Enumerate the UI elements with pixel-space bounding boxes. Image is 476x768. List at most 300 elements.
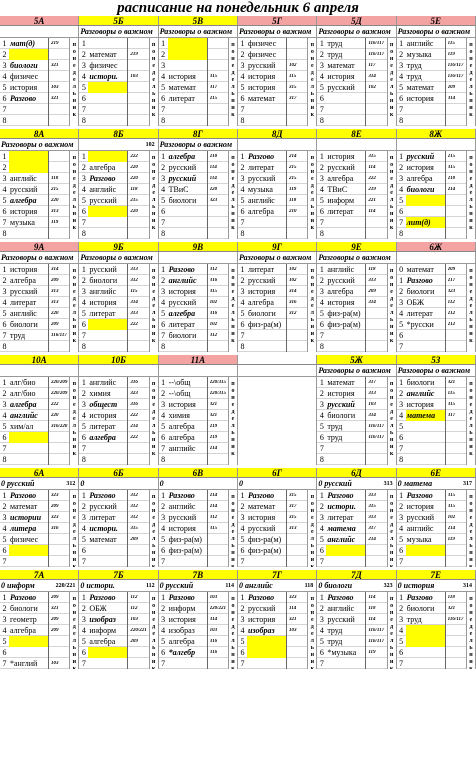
lesson-row	[238, 184, 316, 195]
lesson-row	[79, 421, 157, 432]
room-number: 212	[447, 321, 456, 327]
subject	[168, 217, 208, 228]
lesson-row	[0, 60, 78, 71]
subject: история	[9, 82, 49, 93]
class-name: 7В	[159, 570, 238, 579]
class-name: 8Е	[317, 129, 396, 138]
lesson-row	[397, 286, 475, 297]
lesson-row	[159, 454, 237, 465]
lesson-number: 2	[2, 501, 7, 511]
room-number: 214	[130, 423, 138, 429]
lesson-row	[0, 658, 78, 669]
subject: Разгово	[168, 592, 208, 603]
subject: русский	[9, 184, 49, 195]
lesson-number: 3	[2, 173, 7, 183]
subject: Разгово	[88, 592, 128, 603]
lesson-number: 5	[161, 82, 166, 92]
subject: химия	[168, 410, 208, 421]
subject: алгебра	[326, 286, 366, 297]
weekday-vertical-label: п о н е д е л ь н и к	[228, 490, 237, 567]
lesson-zero: Разговоры о важном	[238, 252, 317, 263]
subject	[168, 454, 208, 465]
room-number: 116/117	[447, 616, 464, 622]
lesson-row	[317, 264, 395, 275]
lesson-row	[159, 377, 237, 388]
lesson-number: 1	[319, 264, 324, 274]
class-schedule	[0, 151, 79, 239]
lesson-number: 5	[161, 636, 166, 646]
lesson-row	[0, 275, 78, 286]
lesson-number: 3	[399, 297, 404, 307]
subject: труд	[9, 330, 49, 341]
room-number: 117	[368, 62, 376, 68]
lesson-number: 3	[81, 286, 86, 296]
class-name: 8Б	[79, 129, 158, 138]
subject: физичес	[247, 49, 287, 60]
lesson-zero: 0 история 314	[397, 580, 476, 591]
weekday-vertical-label: п о н е д е л ь н и к	[307, 490, 316, 567]
lesson-number: 5	[240, 636, 245, 646]
lesson-row	[79, 377, 157, 388]
subject: литерат	[88, 512, 128, 523]
lesson-number: 3	[399, 60, 404, 70]
subject	[88, 647, 128, 658]
lesson-number: 5	[2, 534, 7, 544]
lesson-row	[159, 330, 237, 341]
lesson-number: 7	[2, 330, 7, 340]
subject	[88, 228, 128, 239]
subject	[406, 195, 446, 206]
lesson-row	[397, 184, 475, 195]
lesson-number: 1	[161, 151, 166, 161]
room-number: 219	[368, 186, 376, 192]
room-number: 210	[209, 153, 218, 159]
lesson-number: 3	[161, 173, 166, 183]
lesson-number: 4	[240, 184, 245, 194]
lesson-row	[317, 647, 395, 658]
weekday-vertical-label: п о н е д е л ь н и к	[69, 151, 78, 239]
lesson-row	[79, 556, 157, 567]
lesson-number: 1	[161, 264, 166, 274]
subject	[9, 636, 49, 647]
lesson-number: 3	[161, 286, 166, 296]
lesson-row	[0, 49, 78, 60]
room-number: 102	[209, 321, 218, 327]
lesson-row	[317, 512, 395, 523]
class-schedule	[159, 377, 238, 465]
lesson-row	[159, 82, 237, 93]
lesson-row	[238, 228, 316, 239]
lesson-number: 5	[399, 534, 404, 544]
lesson-number: 4	[81, 297, 86, 307]
lesson-number: 3	[399, 512, 404, 522]
room-number: 312	[209, 332, 218, 338]
subject: история	[88, 297, 128, 308]
lesson-row	[0, 377, 78, 388]
lesson-number: 5	[399, 82, 404, 92]
room-number: 316	[209, 277, 218, 283]
subject	[9, 341, 49, 352]
lesson-number: 3	[81, 512, 86, 522]
room-number: 119	[368, 649, 376, 655]
subject: *алгебр	[168, 647, 208, 658]
subject: физ-ра(м)	[168, 545, 208, 556]
lesson-number: 6	[2, 93, 7, 103]
room-number: 313	[368, 277, 376, 283]
subject: алгебра	[88, 432, 128, 443]
weekday-vertical-label: п о н е д е л ь н и к	[228, 38, 237, 126]
class-name: 6Е	[397, 468, 476, 477]
lesson-number: 5	[319, 534, 324, 544]
lesson-number: 1	[161, 592, 166, 602]
lesson-number: 4	[240, 71, 245, 81]
weekday-vertical-label: п о н е д е л ь н и к	[387, 592, 396, 669]
subject: алгебра	[88, 162, 128, 173]
lesson-zero: Разговоры о важном	[317, 26, 396, 37]
room-number: 116/117	[51, 332, 67, 338]
subject: Разгово	[168, 490, 208, 501]
lesson-number: 6	[81, 319, 86, 329]
lesson-zero	[397, 139, 476, 150]
lesson-row	[159, 388, 237, 399]
lesson-number: 8	[240, 228, 245, 238]
lesson-row	[238, 71, 316, 82]
lesson-number: 3	[240, 614, 245, 624]
lesson-number: 2	[319, 275, 324, 285]
lesson-number: 8	[2, 115, 7, 125]
subject	[247, 228, 287, 239]
lesson-number: 7	[240, 104, 245, 114]
class-name: 6Д	[317, 468, 396, 477]
subject: английс	[406, 388, 446, 399]
lesson-row	[0, 501, 78, 512]
lesson-number: 3	[161, 614, 166, 624]
subject: труд	[406, 614, 446, 625]
subject: биологи	[406, 377, 446, 388]
lesson-number: 3	[399, 614, 404, 624]
lesson-row	[159, 603, 237, 614]
lesson-number: 3	[2, 60, 7, 70]
subject: *русски	[406, 319, 446, 330]
subject	[9, 228, 49, 239]
room-number: 220	[130, 164, 138, 170]
lesson-number: 4	[2, 625, 7, 635]
subject: труд	[326, 432, 366, 443]
class-header-row	[0, 129, 476, 139]
subject: история	[168, 71, 208, 82]
lesson-zero: Разговоры о важном	[317, 252, 396, 263]
room-number: 222	[130, 434, 138, 440]
subject: английс	[168, 501, 208, 512]
lesson-zero-row	[0, 139, 476, 151]
room-number: 312	[130, 277, 138, 283]
subject	[406, 625, 446, 636]
lesson-row	[238, 330, 316, 341]
lesson-row	[397, 319, 475, 330]
lesson-row	[159, 534, 237, 545]
lesson-row	[79, 275, 157, 286]
subject: русский	[168, 512, 208, 523]
room-number: 116/117	[447, 62, 464, 68]
subject	[88, 319, 128, 330]
class-schedule	[238, 264, 317, 352]
lesson-number: 6	[399, 647, 404, 657]
lesson-row	[317, 614, 395, 625]
room-number: 314	[447, 95, 456, 101]
lesson-number: 6	[240, 319, 245, 329]
subject: литерат	[326, 206, 366, 217]
lesson-row	[0, 308, 78, 319]
lesson-row	[397, 264, 475, 275]
lesson-row	[317, 636, 395, 647]
subject: информ	[168, 603, 208, 614]
lesson-number: 2	[81, 388, 86, 398]
lesson-row	[79, 625, 157, 636]
subject	[326, 228, 366, 239]
class-name: 5А	[0, 16, 79, 25]
lesson-number: 7	[81, 217, 86, 227]
lesson-row	[317, 556, 395, 567]
lesson-number: 6	[81, 647, 86, 657]
lesson-row	[397, 443, 475, 454]
class-schedule	[317, 377, 396, 465]
lesson-number: 5	[81, 195, 86, 205]
subject: история	[247, 82, 287, 93]
class-schedule	[159, 151, 238, 239]
subject	[88, 82, 128, 93]
lesson-row	[159, 625, 237, 636]
lesson-number: 3	[319, 60, 324, 70]
class-band	[0, 242, 476, 352]
lesson-row	[0, 330, 78, 341]
lesson-number: 8	[161, 115, 166, 125]
lesson-number: 4	[2, 184, 7, 194]
lesson-row	[317, 195, 395, 206]
lesson-row	[0, 625, 78, 636]
lesson-number: 4	[240, 523, 245, 533]
room-number: 315	[209, 525, 218, 531]
lesson-row	[238, 603, 316, 614]
room-number: 315	[368, 503, 376, 509]
lesson-row	[397, 60, 475, 71]
lesson-number: 7	[161, 556, 166, 566]
room-number: 214	[209, 492, 218, 498]
lesson-row	[317, 49, 395, 60]
subject: история	[247, 286, 287, 297]
lesson-number: 7	[319, 330, 324, 340]
room-number: 317	[447, 412, 456, 418]
lesson-number: 2	[2, 388, 7, 398]
class-name: 6Г	[238, 468, 317, 477]
room-number: 313	[288, 525, 297, 531]
lesson-zero: 0	[79, 478, 158, 489]
lesson-number: 5	[81, 636, 86, 646]
room-number: 215	[447, 153, 456, 159]
subject: математ	[247, 501, 287, 512]
lesson-row	[397, 38, 475, 49]
lesson-number: 1	[2, 490, 7, 500]
room-number: 220/209	[51, 379, 68, 385]
subject: история	[326, 297, 366, 308]
subject	[326, 93, 366, 104]
subject: труд	[326, 421, 366, 432]
lesson-number: 2	[399, 286, 404, 296]
lesson-row	[79, 523, 157, 534]
lesson-number: 5	[319, 308, 324, 318]
lesson-row	[79, 71, 157, 82]
subject: ТВиС	[326, 184, 366, 195]
subject	[326, 556, 366, 567]
class-name: 9Г	[238, 242, 317, 251]
lesson-row	[238, 38, 316, 49]
lesson-row	[317, 377, 395, 388]
weekday-vertical-label: п о н е д е л ь н и к	[228, 151, 237, 239]
lesson-number: 1	[2, 377, 7, 387]
lesson-number: 8	[240, 115, 245, 125]
room-number: 314	[368, 412, 376, 418]
lesson-number: 7	[2, 658, 7, 668]
room-number: 313	[368, 390, 376, 396]
room-number: 313	[130, 310, 138, 316]
lesson-number: 5	[240, 195, 245, 205]
lesson-row	[159, 115, 237, 126]
class-schedule	[0, 264, 79, 352]
lesson-row	[397, 603, 475, 614]
lesson-number: 7	[399, 443, 404, 453]
subject: музыка	[406, 49, 446, 60]
lesson-row	[317, 454, 395, 465]
lesson-number: 8	[81, 115, 86, 125]
room-number: 119	[51, 219, 59, 225]
subject: русский	[247, 523, 287, 534]
lesson-zero-row	[0, 26, 476, 38]
subject: алгебра	[406, 173, 446, 184]
lesson-zero: 102	[79, 139, 158, 150]
lesson-number: 4	[240, 297, 245, 307]
lesson-number: 6	[399, 93, 404, 103]
room-number: 323	[288, 594, 297, 600]
room-number: 103	[51, 84, 59, 90]
room-number: 315	[447, 401, 456, 407]
class-name: 5Д	[317, 16, 396, 25]
room-number: 220	[130, 175, 138, 181]
lesson-number: 2	[319, 162, 324, 172]
subject: история	[168, 523, 208, 534]
subject	[88, 104, 128, 115]
lesson-row	[238, 217, 316, 228]
lesson-row	[397, 297, 475, 308]
subject	[247, 115, 287, 126]
class-name: 8Г	[159, 129, 238, 138]
lesson-row	[397, 341, 475, 352]
lesson-zero: 0 русский 114	[159, 580, 238, 591]
room-number: 215	[130, 197, 138, 203]
subject: биологи	[406, 286, 446, 297]
class-name: 5Г	[238, 16, 317, 25]
weekday-vertical-label: п о н е д е л ь н и к	[69, 592, 78, 669]
lesson-row	[159, 614, 237, 625]
lesson-number: 6	[81, 432, 86, 442]
subject: история	[247, 71, 287, 82]
lesson-row	[0, 523, 78, 534]
room-number: 219	[209, 434, 218, 440]
room-number: 116/117	[368, 434, 385, 440]
subject	[406, 545, 446, 556]
subject	[168, 115, 208, 126]
class-name: 5Б	[79, 16, 158, 25]
room-number: 312	[130, 492, 138, 498]
subject: ОБЖ	[406, 297, 446, 308]
lesson-row	[317, 173, 395, 184]
lesson-row	[397, 71, 475, 82]
subject: история	[168, 286, 208, 297]
lesson-row	[238, 49, 316, 60]
lesson-row	[238, 523, 316, 534]
lesson-number: 7	[240, 556, 245, 566]
lesson-row	[79, 319, 157, 330]
lesson-row	[238, 501, 316, 512]
weekday-vertical-label: п о н е д е л ь н и к	[149, 38, 158, 126]
lesson-zero: Разговоры о важном	[397, 365, 476, 376]
subject	[88, 545, 128, 556]
subject: общест	[88, 399, 128, 410]
subject	[406, 206, 446, 217]
lesson-number: 2	[399, 501, 404, 511]
lesson-number: 2	[81, 162, 86, 172]
subject: история	[9, 264, 49, 275]
lesson-number: 2	[161, 275, 166, 285]
lesson-row	[0, 104, 78, 115]
lesson-row	[79, 603, 157, 614]
lesson-row	[0, 432, 78, 443]
lesson-number: 5	[2, 308, 7, 318]
room-number: 215	[288, 164, 297, 170]
subject	[406, 556, 446, 567]
class-schedule	[238, 151, 317, 239]
lesson-row	[317, 443, 395, 454]
subject	[168, 228, 208, 239]
lesson-row	[397, 217, 475, 228]
subject: лит(д)	[406, 217, 446, 228]
lesson-row	[79, 330, 157, 341]
lesson-row	[317, 341, 395, 352]
class-header-row	[0, 16, 476, 26]
lesson-number: 1	[319, 377, 324, 387]
lesson-number: 2	[240, 275, 245, 285]
lesson-row	[159, 173, 237, 184]
lesson-number: 8	[2, 454, 7, 464]
room-number: 112	[130, 594, 138, 600]
room-number: 314	[130, 299, 138, 305]
lesson-number: 1	[81, 38, 86, 48]
lesson-number: 4	[399, 184, 404, 194]
room-number: 118	[368, 605, 376, 611]
room-number: 313	[51, 299, 59, 305]
room-number: 219	[130, 51, 138, 57]
class-name: 8Ж	[397, 129, 476, 138]
subject	[9, 454, 49, 465]
lesson-number: 6	[161, 93, 166, 103]
room-number: 220	[51, 412, 59, 418]
class-schedule	[317, 592, 396, 669]
room-number: 315	[288, 514, 297, 520]
subject: физичес	[9, 534, 49, 545]
lesson-row	[0, 454, 78, 465]
lesson-row	[79, 647, 157, 658]
lesson-row	[159, 217, 237, 228]
class-schedule	[397, 377, 476, 465]
class-header-row	[0, 242, 476, 252]
